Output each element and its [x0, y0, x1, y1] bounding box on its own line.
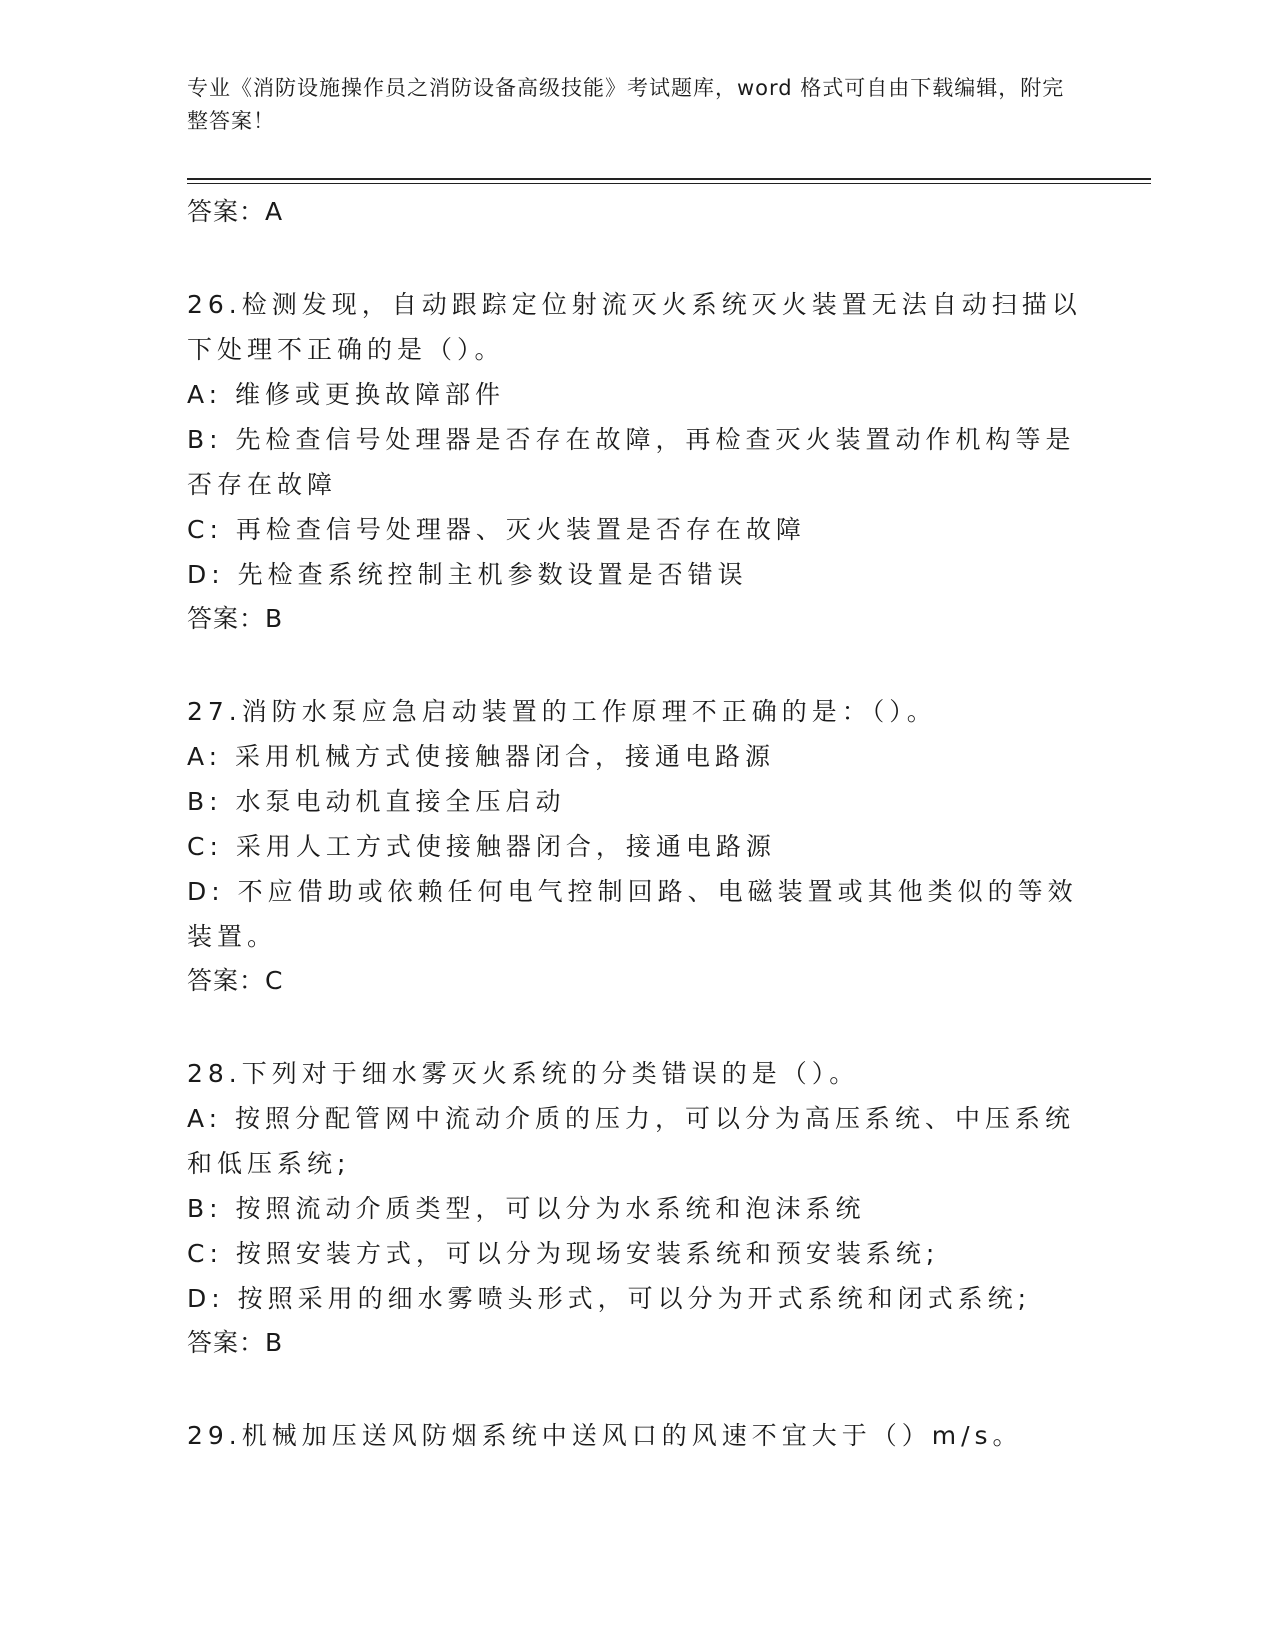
option-c: C: 再检查信号处理器、灭火装置是否存在故障 — [187, 515, 806, 544]
question-29 — [187, 1413, 1087, 1458]
option-d: D: 先检查系统控制主机参数设置是否错误 — [187, 560, 748, 589]
question-stem: 29.机械加压送风防烟系统中送风口的风速不宜大于（）m/s。 — [187, 1421, 1023, 1450]
answer-line: 答案：C — [187, 966, 284, 995]
answer-line: 答案：B — [187, 604, 284, 633]
question-26 — [187, 282, 1087, 641]
answer-line: 答案：B — [187, 1328, 284, 1357]
option-b: B: 按照流动介质类型，可以分为水系统和泡沫系统 — [187, 1194, 866, 1223]
option-b: B: 先检查信号处理器是否存在故障，再检查灭火装置动作机构等是否存在故障 — [187, 425, 1076, 499]
answer-line: 答案：A — [187, 197, 284, 226]
question-28 — [187, 1051, 1087, 1365]
option-a: A: 维修或更换故障部件 — [187, 380, 506, 409]
document-header: 专业《消防设施操作员之消防设备高级技能》考试题库，word 格式可自由下载编辑，附完整答案！ — [187, 76, 1065, 133]
question-27 — [187, 689, 1087, 1003]
option-c: C: 按照安装方式，可以分为现场安装系统和预安装系统; — [187, 1239, 940, 1268]
option-a: A: 采用机械方式使接触器闭合，接通电路源 — [187, 742, 776, 771]
option-c: C: 采用人工方式使接触器闭合，接通电路源 — [187, 832, 776, 861]
question-stem: 27.消防水泵应急启动装置的工作原理不正确的是：（）。 — [187, 697, 937, 726]
option-a: A: 按照分配管网中流动介质的压力，可以分为高压系统、中压系统和低压系统; — [187, 1104, 1076, 1178]
question-list — [187, 190, 1087, 1458]
question-stem: 28.下列对于细水雾灭火系统的分类错误的是（）。 — [187, 1059, 860, 1088]
option-d: D: 按照采用的细水雾喷头形式，可以分为开式系统和闭式系统; — [187, 1284, 1032, 1313]
question-stem: 26.检测发现，自动跟踪定位射流灭火系统灭火装置无法自动扫描以下处理不正确的是（）。 — [187, 290, 1082, 364]
header-divider — [187, 178, 1151, 180]
option-d: D: 不应借助或依赖任何电气控制回路、电磁装置或其他类似的等效装置。 — [187, 877, 1078, 951]
option-b: B: 水泵电动机直接全压启动 — [187, 787, 566, 816]
header-divider-thin — [187, 183, 1151, 184]
